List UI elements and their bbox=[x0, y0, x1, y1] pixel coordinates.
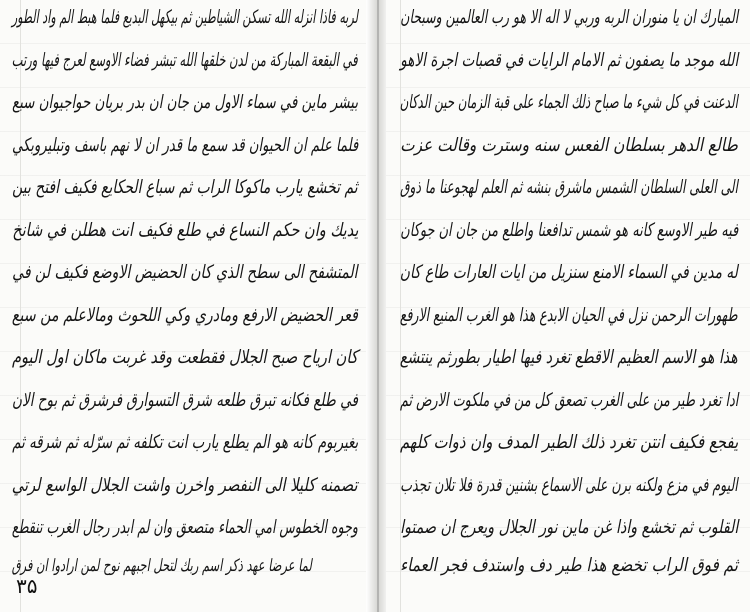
right-line-12: اليوم في مزع ولكنه برن على الاسماع بشنين قدرة فلا تلان تجذب bbox=[400, 475, 738, 496]
right-line-10: ادا تغرد طير من على الغرب تصعق كل من في ملكوت الارض ثم bbox=[399, 390, 738, 411]
right-line-5: الى العلى السلطان الشمس ماشرق بنشه ثم العلم لهجوعنا ما ذوق bbox=[400, 177, 738, 198]
left-line-8: قعر الحضيض الارفع ومادري وكي اللحوث ومالاعلم من سبع bbox=[12, 305, 358, 326]
right-line-14: ثم فوق الراب تخضع هذا طير دف واستدف فجر العماء bbox=[400, 555, 738, 576]
right-line-1: الميارك ان يا منوران الربه وربي لا اله الا هو رب العالمين وسبحان bbox=[399, 7, 738, 28]
right-line-11: يفجع فكيف انتن تغرد ذلك الطير المدف وان ذوات كلهم bbox=[399, 432, 738, 453]
left-line-1: لربه فاذا انزله الله تسكن الشياطين ثم بيكهل البديع فلما هبط الم واد الطور bbox=[11, 7, 358, 28]
left-line-5: ثم تخشع يارب ماكوكا الراب ثم سباع الحكايع فكيف افتح بين bbox=[12, 177, 358, 198]
right-line-9: هذا هو الاسم العظيم الاقطع تغرد فيها اطيار بطورثم ينتشع bbox=[400, 347, 738, 368]
page-number: ۳۵ bbox=[16, 574, 38, 598]
left-line-6: يديك وان حكم النساع في طلع فكيف انت هطلن في شانخ bbox=[11, 220, 358, 241]
right-line-2: الله موجد ما يصفون ثم الامام الرايات في قصبات اجرة الاهو bbox=[400, 50, 738, 71]
right-line-6: فيه طير الاوسع كانه هو شمس تدافعنا واطلع من جان ان جوكان bbox=[399, 220, 738, 241]
left-line-13: وجوه الخطوس امي الحماء متصعق وان لم ابدر رجال الغرب تنقطع bbox=[11, 517, 358, 538]
right-line-3: الدعنت في كل شيء ما صباح ذلك الجماء على قبة الزمان حين الدكان bbox=[399, 92, 738, 113]
left-page bbox=[0, 0, 372, 612]
right-line-4: طالع الدهر بسلطان الفعس سنه وسترت وقالت عزت bbox=[400, 135, 738, 156]
left-line-12: تصمنه كليلا الى النفصر واخرن واشت الجلال الواسع لرتي bbox=[12, 475, 358, 496]
left-line-10: في طلع فكانه تبرق طلعه شرق التسوارق فرشرق ثم بوح الان bbox=[12, 390, 358, 411]
left-line-7: المتشفح الى سطح الذي كان الحضيض الاوضع فكيف لن في bbox=[12, 262, 358, 283]
left-line-2: في البقعة المباركة من لدن خلقها الله تبشر فضاء الاوسع لعرج فيها ورتب bbox=[11, 50, 358, 71]
right-line-8: طهورات الرحمن نزل في الحيان الابدع هذا هو الغرب المنيع الارفع bbox=[400, 305, 738, 326]
left-line-4: فلما علم ان الحيوان قد سمع ما قدر ان لا نهم باسف وتبليروبكي bbox=[11, 135, 358, 156]
right-line-13: القلوب ثم تخشع واذا غن ماين نور الجلال ويعرج ان صمتوا bbox=[399, 517, 738, 538]
right-page bbox=[386, 0, 750, 612]
left-line-3: بيشر ماين في سماء الاول من جان ان بدر بريان حواجيوان سبع bbox=[12, 92, 358, 113]
right-line-7: له مدين في السماء الامنع سنزيل من ايات العارات طاع كان bbox=[400, 262, 738, 283]
left-line-9: كان ارياح صبح الجلال فقطعت وقد غربت ماكان اول اليوم bbox=[12, 347, 358, 368]
left-line-14: لما عرضا عهد ذكر اسم ربك لتحل اجبهم نوح لمن ارادوا ان فرق bbox=[11, 556, 312, 576]
left-line-11: بغيربوم كانه هو الم يطلع يارب انت تكلفه ثم سرّله ثم شرقه ثم bbox=[11, 432, 358, 453]
